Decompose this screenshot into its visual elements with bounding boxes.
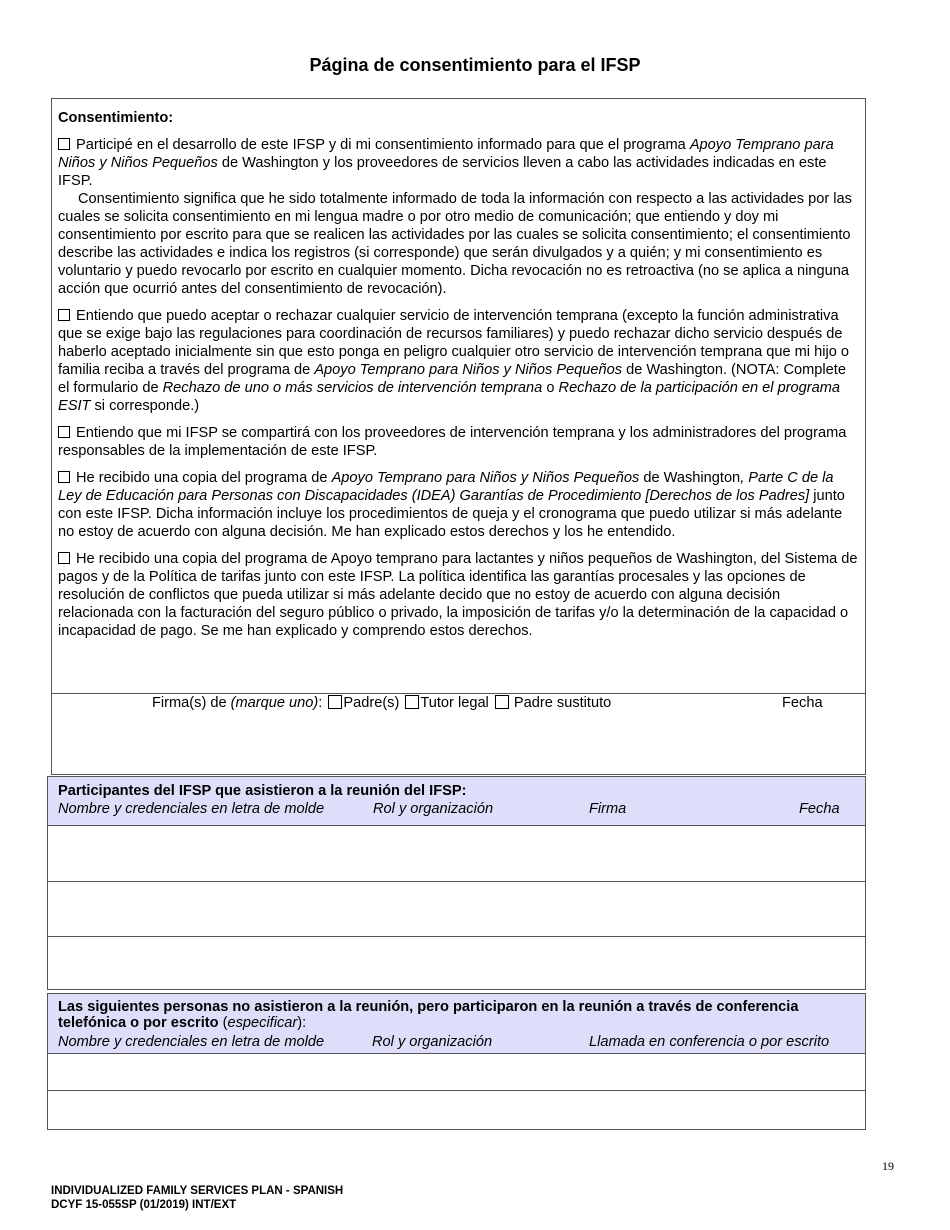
legal-guardian-checkbox[interactable] (405, 695, 419, 709)
consent-paragraph-2: Entiendo que puedo aceptar o rechazar cualquier servicio de intervención temprana (excepto la función administrativa que se exige bajo las regulaciones para coordinación de recursos familiares) y puedo rechazar dicho servicio después de haberlo aceptado inicialmente sin que esto ponga en peligro cualquier otro servicio de intervención temprana que mi hijo o familia reciba a través del programa de Apoyo Temprano para Niños y Niños Pequeños de Washington. (NOTA: Complete el formulario de Rechazo de uno o más servicios de intervención temprana o Rechazo de la participación en el programa ESIT si corresponde.) (58, 308, 849, 414)
participants-section (47, 776, 866, 990)
col-name: Nombre y credenciales en letra de molde (58, 801, 325, 817)
surrogate-parent-checkbox[interactable] (495, 695, 509, 709)
consent-paragraph-4: He recibido una copia del programa de Apoyo Temprano para Niños y Niños Pequeños de Washington, Parte C de la Ley de Educación para Personas con Discapacidades (IDEA) Garantías de Procedimiento [Derechos de los Padres] junto con este IFSP. Dicha información incluye los procedimientos de queja y el cronograma que puedo utilizar si más adelante no estoy de acuerdo con alguna decisión. Me han explicado estos derechos y los he entendido. (58, 470, 845, 540)
col-role: Rol y organización (373, 801, 494, 817)
col-role: Rol y organización (372, 1034, 493, 1050)
participant-row-2[interactable] (48, 881, 865, 936)
signature-label: Firma(s) de (marque uno): Padre(s) Tutor legal Padre sustituto (152, 695, 612, 711)
page-number: 19 (882, 1159, 894, 1173)
remote-participants-section (47, 993, 866, 1130)
page-title: Página de consentimiento para el IFSP (309, 55, 641, 75)
col-signature: Firma (589, 801, 627, 817)
col-date: Fecha (799, 801, 840, 817)
remote-heading: Las siguientes personas no asistieron a la reunión, pero participaron en la reunión a través de conferencia telefónica o por escrito (especificar): (58, 999, 799, 1031)
consent-checkbox-4[interactable] (58, 471, 70, 483)
remote-row-1[interactable] (48, 1054, 865, 1090)
consent-paragraph-1: Participé en el desarrollo de este IFSP y di mi consentimiento informado para que el programa Apoyo Temprano para Niños y Niños Pequeños de Washington y los proveedores de servicios lleven a cabo las actividades indicadas en este IFSP. Consentimiento significa que he sido totalmente informado de toda la información con respecto a las actividades por las cuales se solicita consentimiento en mi lengua madre o por otro medio de comunicación; que entiendo y doy mi consentimiento por escrito para que se realicen las actividades por las cuales se solicita consentimiento; el consentimiento describe las actividades e indica los registros (si corresponde) que serán divulgados y a quién; y mi consentimiento es voluntario y puedo revocarlo por escrito en cualquier momento. Dicha revocación no es retroactiva (no se aplica a ninguna acción que ocurrió antes del consentimiento de revocación). (58, 137, 852, 297)
participant-row-3[interactable] (48, 936, 865, 990)
form-footer: INDIVIDUALIZED FAMILY SERVICES PLAN - SPANISH DCYF 15-055SP (01/2019) INT/EXT (51, 1185, 344, 1211)
consent-paragraph-5: He recibido una copia del programa de Apoyo temprano para lactantes y niños pequeños de Washington, del Sistema de pagos y de la Política de tarifas junto con este IFSP. La política identifica las garantías procesales y las opciones de resolución de conflictos que pueda utilizar si más adelante decido que no estoy de acuerdo con alguna decisión relacionada con la facturación del seguro público o privado, la imposición de tarifas y/o la determinación de la capacidad o incapacidad de pago. Se me han explicado y comprendo estos derechos. (58, 551, 858, 639)
consent-checkbox-3[interactable] (58, 426, 70, 438)
consent-checkbox-5[interactable] (58, 552, 70, 564)
signature-date-label: Fecha (782, 695, 823, 711)
participant-row-1[interactable] (48, 826, 865, 881)
consent-paragraph-3: Entiendo que mi IFSP se compartirá con los proveedores de intervención temprana y los administradores del programa responsables de la implementación de este IFSP. (58, 425, 847, 459)
signature-row (52, 693, 865, 776)
consent-checkbox-2[interactable] (58, 309, 70, 321)
consent-checkbox-1[interactable] (58, 138, 70, 150)
col-name: Nombre y credenciales en letra de molde (58, 1034, 325, 1050)
consent-section (51, 98, 866, 775)
col-method: Llamada en conferencia o por escrito (589, 1034, 830, 1050)
consent-heading: Consentimiento: (58, 110, 174, 126)
parent-checkbox[interactable] (328, 695, 342, 709)
remote-row-2[interactable] (48, 1090, 865, 1126)
participants-heading: Participantes del IFSP que asistieron a la reunión del IFSP: (58, 783, 467, 799)
